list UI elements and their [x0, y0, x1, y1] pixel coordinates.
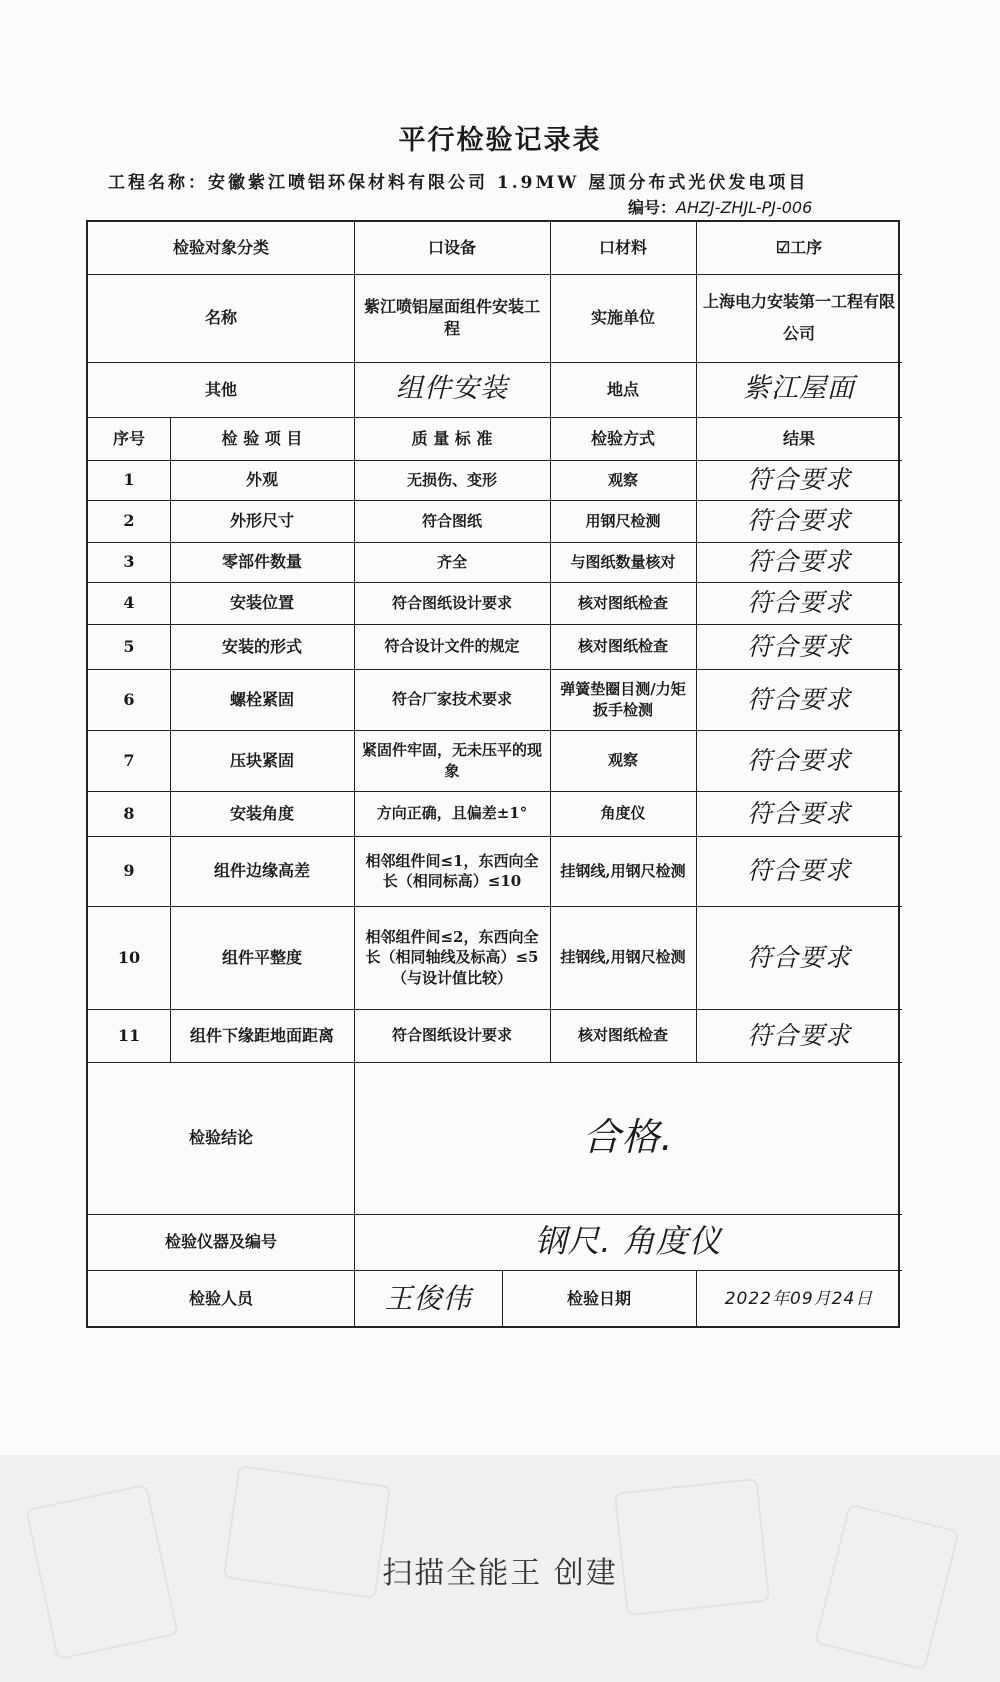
row-no: 9: [123, 861, 135, 881]
project-name: 工程名称：安徽紫江喷铝环保材料有限公司 1.9MW 屋顶分布式光伏发电项目: [108, 173, 809, 193]
row-no: 8: [123, 803, 135, 823]
instruments-label: 检验仪器及编号: [164, 1232, 277, 1252]
row-no: 3: [123, 552, 135, 572]
unit-label: 实施单位: [590, 308, 655, 328]
row-result: 符合要求: [746, 684, 851, 714]
row-no: 7: [123, 750, 135, 770]
row-item: 组件下缘距地面距离: [189, 1025, 334, 1045]
row-item: 压块紧固: [229, 750, 294, 770]
row-standard: 方向正确，且偏差±1°: [376, 804, 528, 823]
code-value: AHZJ-ZHJL-PJ-006: [676, 198, 813, 217]
row-result: 符合要求: [746, 798, 851, 828]
row-standard: 齐全: [436, 552, 467, 571]
row-result: 符合要求: [746, 547, 851, 577]
conclusion-label: 检验结论: [188, 1128, 253, 1148]
footer-decoration: [614, 1478, 770, 1616]
row-method: 挂钢线,用钢尺检测: [560, 861, 686, 880]
col-header-standard: 质 量 标 准: [411, 428, 493, 448]
row-no: 11: [117, 1025, 141, 1045]
date-label: 检验日期: [566, 1289, 631, 1309]
row-no: 5: [123, 636, 135, 656]
row-method: 用钢尺检测: [585, 511, 661, 530]
code-label: 编号：: [628, 198, 677, 217]
other-label: 其他: [204, 379, 237, 399]
row-standard: 相邻组件间≤2，东西向全长（相同轴线及标高）≤5（与设计值比较）: [365, 928, 539, 987]
row-item: 组件平整度: [221, 947, 302, 967]
row-standard: 紧固件牢固，无未压平的现象: [361, 741, 542, 780]
row-item: 安装角度: [229, 803, 294, 823]
row-standard: 符合图纸: [421, 511, 482, 530]
row-result: 符合要求: [746, 1020, 851, 1050]
conclusion-value: 合格.: [582, 1115, 674, 1160]
document-code: [628, 195, 812, 218]
unit-value: 上海电力安装第一工程有限公司: [702, 292, 895, 343]
col-header-result: 结果: [782, 428, 815, 448]
option-material: 口材料: [598, 238, 647, 258]
row-method: 角度仪: [600, 804, 646, 823]
row-method: 核对图纸检查: [577, 593, 668, 612]
row-item: 组件边缘高差: [213, 861, 310, 881]
row-result: 符合要求: [746, 465, 851, 495]
row-item: 安装位置: [229, 593, 294, 613]
row-item: 螺栓紧固: [229, 689, 294, 709]
row-item: 外形尺寸: [229, 511, 294, 531]
row-item: 安装的形式: [221, 636, 302, 656]
row-result: 符合要求: [746, 506, 851, 536]
row-method: 挂钢线,用钢尺检测: [560, 948, 686, 967]
row-item: 零部件数量: [221, 552, 302, 572]
scanner-watermark-text: 扫描全能王 创建: [382, 1556, 618, 1591]
row-method: 核对图纸检查: [577, 1026, 668, 1045]
row-no: 4: [123, 593, 135, 613]
row-standard: 相邻组件间≤1，东西向全长（相同标高）≤10: [365, 851, 539, 890]
col-header-no: 序号: [112, 428, 145, 448]
row-standard: 符合设计文件的规定: [384, 637, 520, 656]
row-method: 观察: [607, 470, 638, 489]
name-value: 紫江喷铝屋面组件安装工程: [364, 297, 541, 338]
col-header-item: 检 验 项 目: [221, 428, 303, 448]
row-no: 1: [123, 470, 135, 490]
row-no: 2: [123, 511, 135, 531]
row-standard: 符合厂家技术要求: [391, 690, 512, 709]
col-header-method: 检验方式: [590, 428, 655, 448]
row-result: 符合要求: [746, 631, 851, 661]
instruments-value: 钢尺. 角度仪: [534, 1222, 722, 1261]
row-item: 外观: [245, 470, 278, 490]
inspector-signature: 王俊伟: [384, 1282, 472, 1316]
inspection-table: [86, 220, 900, 1328]
row-standard: 符合图纸设计要求: [391, 593, 512, 612]
row-method: 与图纸数量核对: [570, 552, 676, 571]
row-result: 符合要求: [746, 856, 851, 886]
row-standard: 无损伤、变形: [406, 470, 497, 489]
option-equipment: 口设备: [427, 238, 476, 258]
row-no: 10: [117, 947, 141, 967]
row-method: 观察: [607, 751, 638, 770]
location-label: 地点: [606, 379, 639, 399]
category-label: 检验对象分类: [172, 238, 269, 258]
row-result: 符合要求: [746, 588, 851, 618]
date-value: 2022年09月24日: [724, 1288, 874, 1309]
row-method: 弹簧垫圈目测/力矩扳手检测: [560, 680, 686, 719]
row-standard: 符合图纸设计要求: [391, 1026, 512, 1045]
document-title: 平行检验记录表: [398, 125, 602, 156]
inspector-label: 检验人员: [188, 1289, 253, 1309]
row-result: 符合要求: [746, 942, 851, 972]
name-label: 名称: [204, 308, 237, 328]
option-process: ☑工序: [775, 238, 823, 258]
row-result: 符合要求: [746, 745, 851, 775]
other-value: 组件安装: [396, 373, 508, 405]
row-method: 核对图纸检查: [577, 637, 668, 656]
row-no: 6: [123, 689, 135, 709]
location-value: 紫江屋面: [743, 373, 855, 405]
